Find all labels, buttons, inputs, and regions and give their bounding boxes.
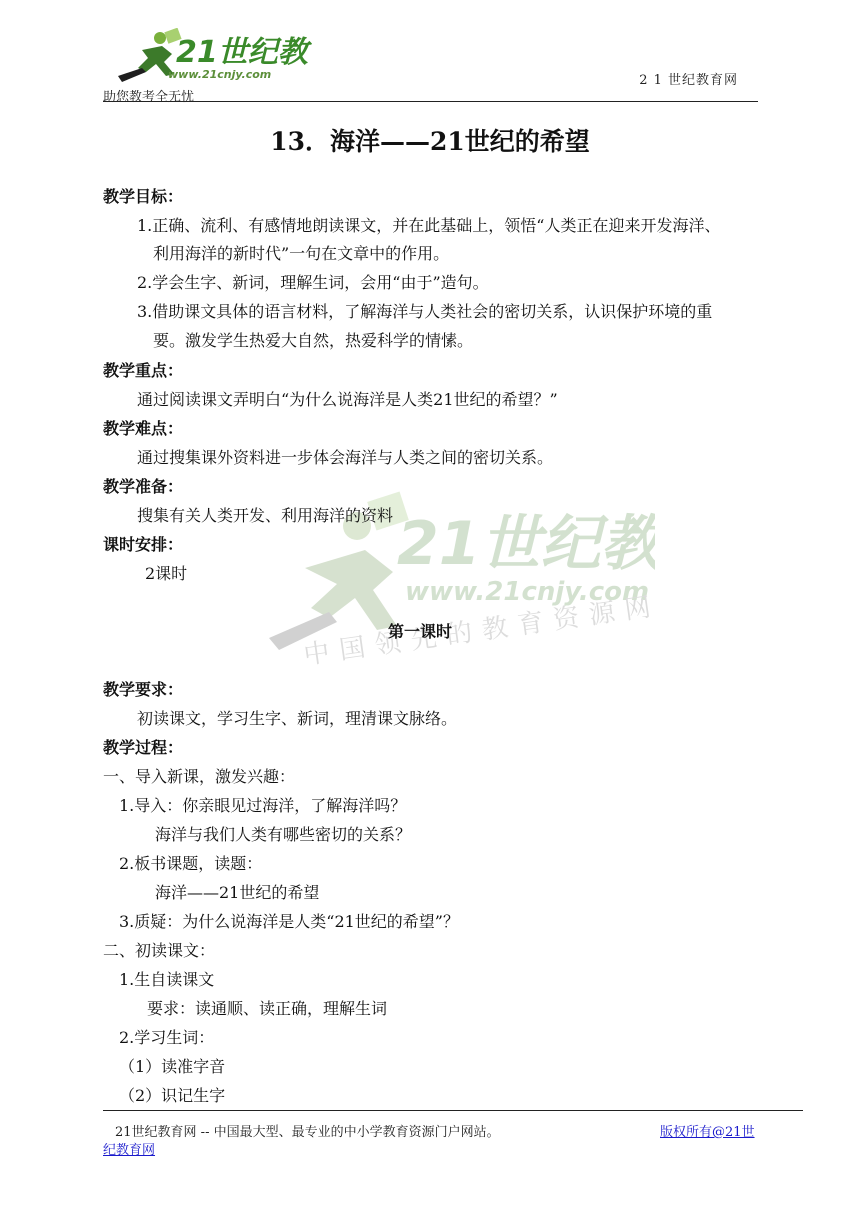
goal-3-line-2: 要。激发学生热爱大自然，热爱科学的情愫。: [153, 331, 474, 350]
process-step-2-1: 1.生自读课文: [119, 970, 215, 989]
watermark-url: www.21cnjy.com: [405, 577, 650, 607]
header-divider: [103, 101, 758, 102]
process-step-1-2: 2.板书课题，读题：: [119, 854, 263, 873]
process-step-1-3: 3.质疑：为什么说海洋是人类“21世纪的希望”？: [119, 912, 459, 931]
preparation-text: 搜集有关人类开发、利用海洋的资料: [137, 506, 394, 525]
goal-2: 2.学会生字、新词，理解生词，会用“由于”造句。: [137, 273, 489, 292]
key-points-heading: 教学重点：: [103, 361, 184, 380]
goal-1-line-2: 利用海洋的新时代”一句在文章中的作用。: [153, 244, 450, 263]
process-step-1-2-cont: 海洋——21世纪的希望: [155, 883, 320, 902]
key-points-text: 通过阅读课文弄明白“为什么说海洋是人类21世纪的希望？”: [137, 390, 558, 409]
footer-copyright-link[interactable]: 版权所有@21世: [660, 1125, 755, 1140]
logo-text: 21世纪教: [176, 35, 308, 70]
difficulty-heading: 教学难点：: [103, 419, 184, 438]
process-step-2-1-cont: 要求：读通顺、读正确，理解生词: [147, 999, 388, 1018]
process-step-2-2: 2.学习生词：: [119, 1028, 215, 1047]
goal-3-line-1: 3.借助课文具体的语言材料，了解海洋与人类社会的密切关系，认识保护环境的重: [137, 302, 713, 321]
requirements-text: 初读课文，学习生字、新词，理清课文脉络。: [137, 709, 458, 728]
footer-description: 21世纪教育网 -- 中国最大型、最专业的中小学教育资源门户网站。: [115, 1125, 500, 1140]
logo-url: www.21cnjy.com: [168, 68, 272, 81]
difficulty-text: 通过搜集课外资料进一步体会海洋与人类之间的密切关系。: [137, 448, 554, 467]
site-logo: [112, 28, 312, 84]
schedule-text: 2课时: [145, 564, 188, 583]
requirements-heading: 教学要求：: [103, 680, 184, 699]
preparation-heading: 教学准备：: [103, 477, 184, 496]
process-step-1: 一、导入新课，激发兴趣：: [103, 767, 296, 786]
document-title: 13．海洋——21世纪的希望: [270, 127, 590, 156]
goals-heading: 教学目标：: [103, 187, 184, 206]
footer-divider: [103, 1110, 803, 1111]
process-step-2: 二、初读课文：: [103, 941, 216, 960]
process-step-2-2-a: （1）读准字音: [119, 1057, 226, 1076]
watermark-logo-text: 21世纪教: [397, 509, 655, 579]
footer-copyright-link-cont[interactable]: 纪教育网: [103, 1143, 156, 1158]
process-step-1-1: 1.导入：你亲眼见过海洋，了解海洋吗？: [119, 796, 407, 815]
process-heading: 教学过程：: [103, 738, 184, 757]
header-tagline: 助您教考全无忧: [103, 90, 195, 105]
header-site-name: 2 1 世纪教育网: [639, 73, 738, 88]
watermark-slogan: 中国领先的教育资源网站: [301, 586, 655, 671]
process-step-2-2-b: （2）识记生字: [119, 1086, 226, 1105]
goal-1-line-1: 1.正确、流利、有感情地朗读课文，并在此基础上，领悟“人类正在迎来开发海洋、: [137, 216, 721, 235]
process-step-1-1-cont: 海洋与我们人类有哪些密切的关系？: [155, 825, 412, 844]
lesson-title: 第一课时: [388, 622, 453, 641]
schedule-heading: 课时安排：: [103, 535, 184, 554]
